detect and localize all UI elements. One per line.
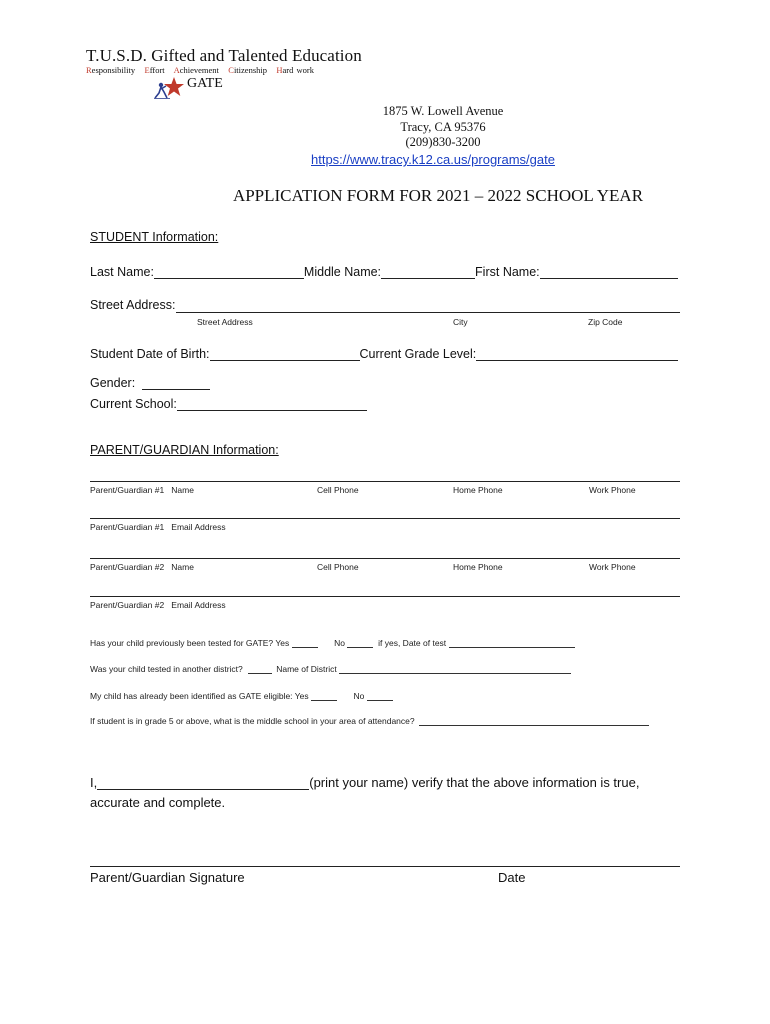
last-name-label: Last Name:	[90, 265, 154, 279]
parent2-home-label: Home Phone	[453, 562, 503, 572]
street-address-field[interactable]	[176, 298, 680, 313]
verification-statement: I, (print your name) verify that the above information is true,	[90, 775, 640, 790]
signature-line[interactable]	[90, 866, 680, 867]
first-name-field[interactable]	[540, 264, 678, 279]
parent2-info-line[interactable]	[90, 558, 680, 559]
parent1-cell-label: Cell Phone	[317, 485, 359, 495]
middle-name-label: Middle Name:	[303, 265, 382, 279]
program-website-link[interactable]: https://www.tracy.k12.ca.us/programs/gate	[311, 152, 555, 167]
middle-name-field[interactable]	[381, 264, 475, 279]
eligible-yes-field[interactable]	[311, 690, 337, 701]
student-section-heading: STUDENT Information:	[90, 230, 219, 244]
question-other-district: Was your child tested in another district? Name of District	[90, 663, 571, 674]
motto-word-2: Effort	[144, 65, 165, 75]
parent2-cell-label: Cell Phone	[317, 562, 359, 572]
grade-level-label: Current Grade Level:	[359, 347, 477, 361]
address-street: 1875 W. Lowell Avenue	[382, 104, 504, 118]
dob-field[interactable]	[210, 346, 360, 361]
dob-grade-row	[90, 346, 678, 361]
question-tested-before: Has your child previously been tested for GATE? Yes No if yes, Date of test	[90, 637, 575, 648]
parent2-email-label: Parent/Guardian #2 Email Address	[90, 600, 226, 610]
gender-field[interactable]	[142, 375, 210, 390]
last-name-field[interactable]	[154, 264, 304, 279]
zip-code-sublabel: Zip Code	[588, 317, 623, 327]
tested-no-field[interactable]	[347, 637, 373, 648]
eligible-no-field[interactable]	[367, 690, 393, 701]
date-label: Date	[498, 870, 526, 885]
street-address-label: Street Address:	[90, 298, 176, 312]
signature-label: Parent/Guardian Signature	[90, 870, 245, 885]
current-school-field[interactable]	[177, 396, 367, 411]
parent1-email-line[interactable]	[90, 518, 680, 519]
parent-section-heading: PARENT/GUARDIAN Information:	[90, 443, 279, 457]
dob-label: Student Date of Birth:	[90, 347, 210, 361]
motto-word-1: Responsibility	[86, 65, 136, 75]
motto-word-5: Hard work	[276, 65, 314, 75]
gate-logo	[152, 76, 242, 100]
other-district-answer-field[interactable]	[248, 663, 272, 674]
address-phone: (209)830-3200	[405, 135, 481, 149]
verification-line2: accurate and complete.	[90, 795, 226, 810]
motto-word-3: Achievement	[173, 65, 219, 75]
test-date-field[interactable]	[449, 637, 575, 648]
name-row	[90, 264, 678, 279]
grade-level-field[interactable]	[476, 346, 678, 361]
street-address-sublabel: Street Address	[197, 317, 253, 327]
star-figure-icon	[152, 76, 186, 100]
parent2-work-label: Work Phone	[589, 562, 636, 572]
parent1-work-label: Work Phone	[589, 485, 636, 495]
print-name-field[interactable]	[97, 775, 309, 790]
current-school-row	[90, 396, 367, 411]
parent2-name-label: Parent/Guardian #2 Name	[90, 562, 194, 572]
question-gate-eligible: My child has already been identified as GATE eligible: Yes No	[90, 690, 393, 701]
parent1-info-line[interactable]	[90, 481, 680, 482]
program-title: T.U.S.D. Gifted and Talented Education	[86, 46, 362, 65]
district-name-field[interactable]	[339, 663, 571, 674]
parent1-email-label: Parent/Guardian #1 Email Address	[90, 522, 226, 532]
question-middle-school: If student is in grade 5 or above, what is the middle school in your area of attendance?	[90, 715, 649, 726]
first-name-label: First Name:	[475, 265, 540, 279]
parent2-email-line[interactable]	[90, 596, 680, 597]
form-title: APPLICATION FORM FOR 2021 – 2022 SCHOOL YEAR	[232, 186, 644, 205]
motto-word-4: Citizenship	[228, 65, 267, 75]
gender-row	[90, 375, 210, 390]
address-block	[0, 104, 770, 151]
parent1-home-label: Home Phone	[453, 485, 503, 495]
gate-logo-text: GATE	[187, 76, 223, 91]
address-city: Tracy, CA 95376	[400, 119, 486, 134]
parent1-name-label: Parent/Guardian #1 Name	[90, 485, 194, 495]
motto	[86, 65, 314, 75]
tested-yes-field[interactable]	[292, 637, 318, 648]
middle-school-field[interactable]	[419, 715, 649, 726]
gender-label: Gender:	[90, 376, 136, 390]
city-sublabel: City	[453, 317, 468, 327]
current-school-label: Current School:	[90, 397, 177, 411]
